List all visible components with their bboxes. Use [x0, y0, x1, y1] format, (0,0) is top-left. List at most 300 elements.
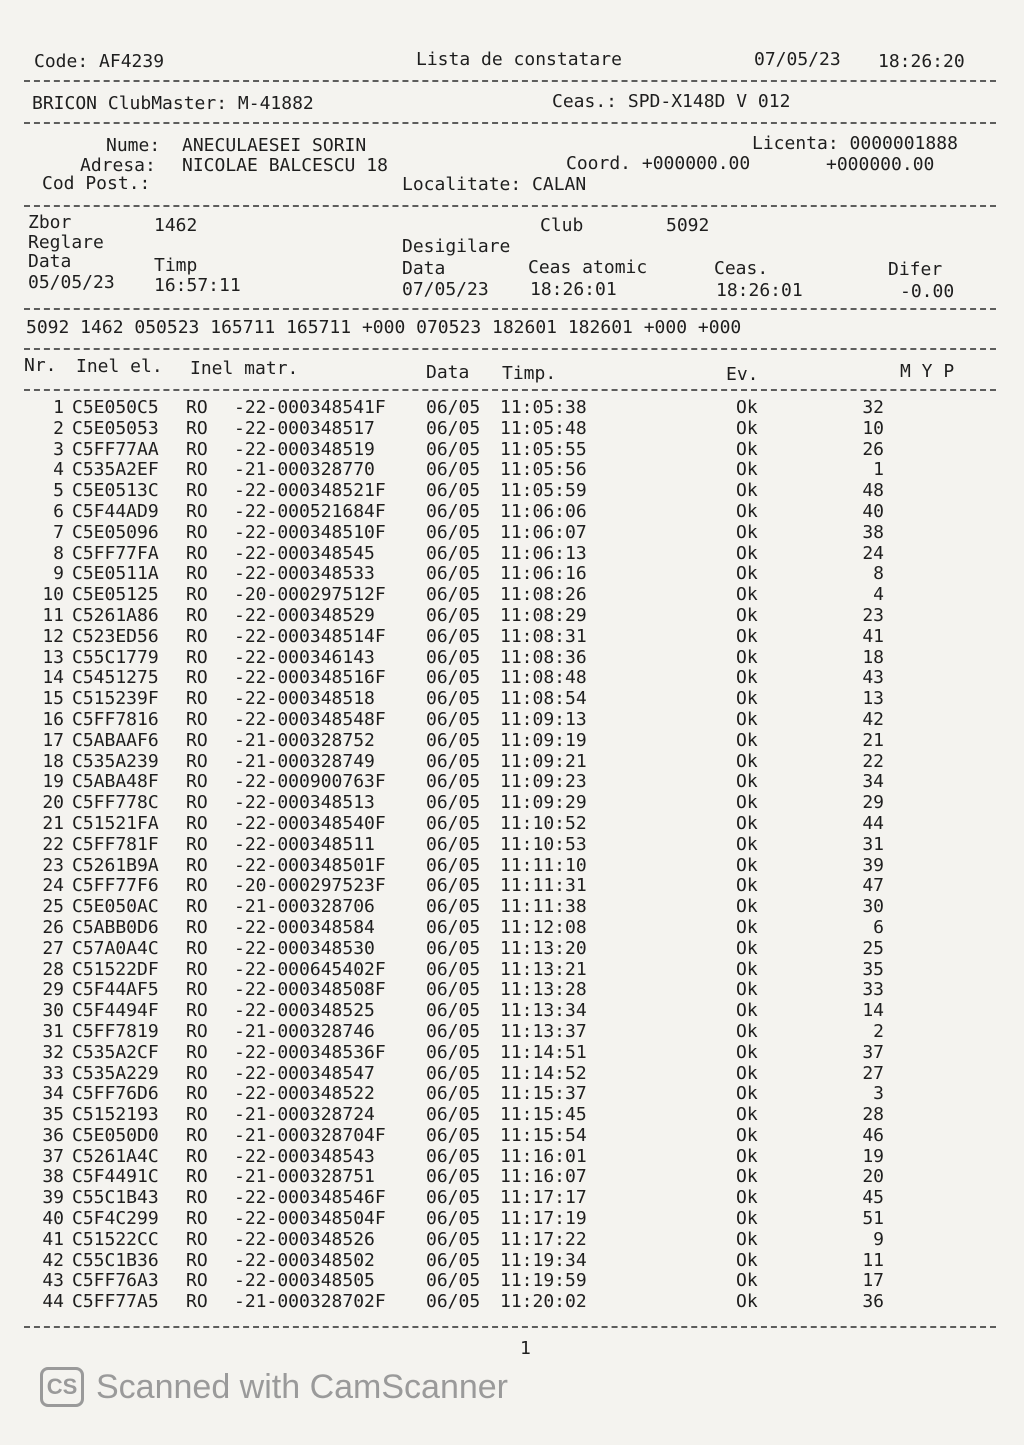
- country-code: RO: [186, 667, 208, 689]
- table-row: [24, 544, 984, 565]
- row-number: 17: [42, 729, 64, 751]
- event-status: Ok: [736, 1041, 758, 1063]
- time-difference: -0.00: [900, 281, 955, 302]
- ring-number: -22-000348546F: [234, 1187, 386, 1209]
- arrival-time: 11:13:37: [500, 1020, 587, 1042]
- rank-position: 17: [862, 1270, 884, 1292]
- arrival-date: 06/05: [426, 875, 481, 897]
- row-number: 12: [42, 625, 64, 647]
- arrival-time: 11:19:34: [500, 1249, 587, 1271]
- arrival-date: 06/05: [426, 729, 481, 751]
- flight-number: 1462: [154, 215, 198, 236]
- row-number: 10: [42, 584, 64, 606]
- table-row: [24, 440, 984, 461]
- event-status: Ok: [736, 480, 758, 502]
- col-timp: Timp.: [502, 363, 557, 384]
- ring-number: -20-000297512F: [234, 584, 386, 606]
- row-number: 39: [42, 1187, 64, 1209]
- event-status: Ok: [736, 979, 758, 1001]
- electronic-ring: C5FF778C: [72, 792, 159, 814]
- table-row: [24, 606, 984, 627]
- ring-number: -22-000348522: [234, 1083, 375, 1105]
- country-code: RO: [186, 438, 208, 460]
- clubmaster-id: BRICON ClubMaster: M-41882: [32, 93, 314, 114]
- arrival-time: 11:13:20: [500, 937, 587, 959]
- electronic-ring: C5E05125: [72, 584, 159, 606]
- electronic-ring: C5FF781F: [72, 833, 159, 855]
- owner-name: ANECULAESEI SORIN: [182, 135, 367, 156]
- table-row: [24, 627, 984, 648]
- rank-position: 46: [862, 1124, 884, 1146]
- arrival-time: 11:08:31: [500, 625, 587, 647]
- ring-number: -22-000348584: [234, 916, 375, 938]
- event-status: Ok: [736, 833, 758, 855]
- table-row: [24, 835, 984, 856]
- electronic-ring: C5E0511A: [72, 563, 159, 585]
- ring-number: -22-000348502: [234, 1249, 375, 1271]
- row-number: 25: [42, 896, 64, 918]
- rank-position: 19: [862, 1145, 884, 1167]
- desigilare-label: Desigilare: [402, 236, 511, 257]
- arrival-date: 06/05: [426, 584, 481, 606]
- row-number: 13: [42, 646, 64, 668]
- country-code: RO: [186, 812, 208, 834]
- arrival-time: 11:14:52: [500, 1062, 587, 1084]
- event-status: Ok: [736, 459, 758, 481]
- rank-position: 35: [862, 958, 884, 980]
- row-number: 1: [53, 397, 64, 418]
- row-number: 26: [42, 916, 64, 938]
- arrival-time: 11:13:34: [500, 1000, 587, 1022]
- arrival-time: 11:08:48: [500, 667, 587, 689]
- arrival-date: 06/05: [426, 771, 481, 793]
- row-number: 33: [42, 1062, 64, 1084]
- row-number: 23: [42, 854, 64, 876]
- arrival-date: 06/05: [426, 563, 481, 585]
- electronic-ring: C5E050AC: [72, 896, 159, 918]
- ring-number: -21-000328724: [234, 1104, 375, 1126]
- arrival-time: 11:09:23: [500, 771, 587, 793]
- row-number: 43: [42, 1270, 64, 1292]
- table-row: [24, 814, 984, 835]
- country-code: RO: [186, 937, 208, 959]
- table-row: [24, 481, 984, 502]
- desigilare-date: 07/05/23: [402, 279, 489, 300]
- event-status: Ok: [736, 667, 758, 689]
- electronic-ring: C5FF77FA: [72, 542, 159, 564]
- country-code: RO: [186, 708, 208, 730]
- locality: Localitate: CALAN: [402, 174, 587, 195]
- country-code: RO: [186, 480, 208, 502]
- ring-number: -22-000900763F: [234, 771, 386, 793]
- arrival-time: 11:05:56: [500, 459, 587, 481]
- event-status: Ok: [736, 625, 758, 647]
- electronic-ring: C535A2EF: [72, 459, 159, 481]
- country-code: RO: [186, 896, 208, 918]
- country-code: RO: [186, 1270, 208, 1292]
- row-number: 41: [42, 1228, 64, 1250]
- row-number: 2: [53, 417, 64, 439]
- camscanner-watermark: [40, 1365, 508, 1409]
- table-row: [24, 1126, 984, 1147]
- country-code: RO: [186, 1249, 208, 1271]
- electronic-ring: C5E05053: [72, 417, 159, 439]
- arrival-date: 06/05: [426, 667, 481, 689]
- arrival-date: 06/05: [426, 958, 481, 980]
- event-status: Ok: [736, 397, 758, 418]
- row-number: 28: [42, 958, 64, 980]
- country-code: RO: [186, 1228, 208, 1250]
- country-code: RO: [186, 625, 208, 647]
- event-status: Ok: [736, 1124, 758, 1146]
- arrival-time: 11:10:52: [500, 812, 587, 834]
- row-number: 40: [42, 1208, 64, 1230]
- electronic-ring: C535A229: [72, 1062, 159, 1084]
- rank-position: 24: [862, 542, 884, 564]
- rank-position: 31: [862, 833, 884, 855]
- rank-position: 3: [873, 1083, 884, 1105]
- coord-value: Coord. +000000.00: [566, 153, 751, 174]
- row-number: 11: [42, 604, 64, 626]
- ring-number: -22-000348516F: [234, 667, 386, 689]
- country-code: RO: [186, 1020, 208, 1042]
- table-row: [24, 1043, 984, 1064]
- ring-number: -22-000348541F: [234, 397, 386, 418]
- arrival-time: 11:06:13: [500, 542, 587, 564]
- event-status: Ok: [736, 417, 758, 439]
- table-row: [24, 1209, 984, 1230]
- electronic-ring: C523ED56: [72, 625, 159, 647]
- rank-position: 10: [862, 417, 884, 439]
- reg-timp-label: Timp: [154, 255, 198, 276]
- electronic-ring: C535A2CF: [72, 1041, 159, 1063]
- arrival-date: 06/05: [426, 979, 481, 1001]
- arrival-date: 06/05: [426, 1187, 481, 1209]
- country-code: RO: [186, 1083, 208, 1105]
- electronic-ring: C5ABA48F: [72, 771, 159, 793]
- electronic-ring: C5261A4C: [72, 1145, 159, 1167]
- arrival-date: 06/05: [426, 1249, 481, 1271]
- nume-label: Nume:: [106, 135, 161, 156]
- arrival-date: 06/05: [426, 542, 481, 564]
- page-number: 1: [520, 1338, 531, 1359]
- electronic-ring: C515239F: [72, 688, 159, 710]
- arrival-date: 06/05: [426, 1104, 481, 1126]
- arrival-date: 06/05: [426, 1291, 481, 1313]
- country-code: RO: [186, 688, 208, 710]
- arrival-time: 11:17:17: [500, 1187, 587, 1209]
- rank-position: 42: [862, 708, 884, 730]
- row-number: 15: [42, 688, 64, 710]
- rank-position: 30: [862, 896, 884, 918]
- arrival-date: 06/05: [426, 521, 481, 543]
- arrival-date: 06/05: [426, 833, 481, 855]
- rank-position: 32: [862, 397, 884, 418]
- electronic-ring: C5FF77F6: [72, 875, 159, 897]
- rank-position: 44: [862, 812, 884, 834]
- ring-number: -20-000297523F: [234, 875, 386, 897]
- row-number: 18: [42, 750, 64, 772]
- rank-position: 22: [862, 750, 884, 772]
- rank-position: 2: [873, 1020, 884, 1042]
- electronic-ring: C5E050C5: [72, 397, 159, 418]
- ring-number: -22-000348517: [234, 417, 375, 439]
- col-inel-matr: Inel matr.: [190, 358, 299, 379]
- club-number: 5092: [666, 215, 710, 236]
- electronic-ring: C5F44AD9: [72, 500, 159, 522]
- arrival-date: 06/05: [426, 625, 481, 647]
- arrival-date: 06/05: [426, 1228, 481, 1250]
- rank-position: 20: [862, 1166, 884, 1188]
- arrival-date: 06/05: [426, 1270, 481, 1292]
- electronic-ring: C55C1779: [72, 646, 159, 668]
- arrival-date: 06/05: [426, 459, 481, 481]
- country-code: RO: [186, 958, 208, 980]
- electronic-ring: C5E0513C: [72, 480, 159, 502]
- event-status: Ok: [736, 1187, 758, 1209]
- ring-number: -22-000348513: [234, 792, 375, 814]
- ring-number: -22-000348540F: [234, 812, 386, 834]
- license-number: Licenta: 0000001888: [752, 133, 958, 154]
- arrival-time: 11:17:22: [500, 1228, 587, 1250]
- arrival-time: 11:13:28: [500, 979, 587, 1001]
- rank-position: 26: [862, 438, 884, 460]
- event-status: Ok: [736, 521, 758, 543]
- table-row: [24, 1022, 984, 1043]
- row-number: 14: [42, 667, 64, 689]
- electronic-ring: C5FF7819: [72, 1020, 159, 1042]
- rank-position: 25: [862, 937, 884, 959]
- ring-number: -22-000348530: [234, 937, 375, 959]
- country-code: RO: [186, 417, 208, 439]
- rank-position: 38: [862, 521, 884, 543]
- event-status: Ok: [736, 563, 758, 585]
- ring-number: -21-000328749: [234, 750, 375, 772]
- divider: [24, 348, 996, 350]
- country-code: RO: [186, 563, 208, 585]
- country-code: RO: [186, 397, 208, 418]
- row-number: 20: [42, 792, 64, 814]
- rank-position: 13: [862, 688, 884, 710]
- arrival-time: 11:17:19: [500, 1208, 587, 1230]
- reg-data-label: Data: [28, 251, 72, 272]
- clock-label: Ceas.: [714, 258, 769, 279]
- desigilare-atomic-time: 18:26:01: [530, 279, 617, 300]
- table-row: [24, 502, 984, 523]
- event-status: Ok: [736, 1083, 758, 1105]
- country-code: RO: [186, 1208, 208, 1230]
- arrival-time: 11:11:10: [500, 854, 587, 876]
- rank-position: 41: [862, 625, 884, 647]
- event-status: Ok: [736, 750, 758, 772]
- country-code: RO: [186, 1124, 208, 1146]
- rank-position: 33: [862, 979, 884, 1001]
- country-code: RO: [186, 833, 208, 855]
- table-row: [24, 668, 984, 689]
- difer-label: Difer: [888, 259, 943, 280]
- desigilare-clock-time: 18:26:01: [716, 280, 803, 301]
- country-code: RO: [186, 1145, 208, 1167]
- ring-number: -21-000328752: [234, 729, 375, 751]
- table-row: [24, 460, 984, 481]
- electronic-ring: C5ABB0D6: [72, 916, 159, 938]
- rank-position: 8: [873, 563, 884, 585]
- ring-number: -22-000348543: [234, 1145, 375, 1167]
- cod-postal-label: Cod Post.:: [42, 173, 151, 194]
- table-row: [24, 793, 984, 814]
- row-number: 24: [42, 875, 64, 897]
- rank-position: 37: [862, 1041, 884, 1063]
- arrival-date: 06/05: [426, 792, 481, 814]
- table-row: [24, 1064, 984, 1085]
- watermark-text: Scanned with CamScanner: [96, 1367, 509, 1406]
- event-status: Ok: [736, 875, 758, 897]
- ring-number: -22-000348545: [234, 542, 375, 564]
- table-row: [24, 1084, 984, 1105]
- club-label: Club: [540, 215, 584, 236]
- arrival-time: 11:11:38: [500, 896, 587, 918]
- row-number: 29: [42, 979, 64, 1001]
- country-code: RO: [186, 854, 208, 876]
- event-status: Ok: [736, 1166, 758, 1188]
- event-status: Ok: [736, 896, 758, 918]
- arrival-date: 06/05: [426, 1145, 481, 1167]
- row-number: 6: [53, 500, 64, 522]
- arrival-date: 06/05: [426, 750, 481, 772]
- table-row: [24, 523, 984, 544]
- row-number: 38: [42, 1166, 64, 1188]
- ring-number: -22-000348529: [234, 604, 375, 626]
- arrival-time: 11:08:29: [500, 604, 587, 626]
- arrival-date: 06/05: [426, 688, 481, 710]
- country-code: RO: [186, 584, 208, 606]
- event-status: Ok: [736, 916, 758, 938]
- atomic-clock-label: Ceas atomic: [528, 257, 648, 278]
- row-number: 42: [42, 1249, 64, 1271]
- country-code: RO: [186, 542, 208, 564]
- row-number: 31: [42, 1020, 64, 1042]
- rank-position: 4: [873, 584, 884, 606]
- event-status: Ok: [736, 1104, 758, 1126]
- arrival-time: 11:05:38: [500, 397, 587, 418]
- ring-number: -22-000348508F: [234, 979, 386, 1001]
- arrival-date: 06/05: [426, 854, 481, 876]
- table-row: [24, 689, 984, 710]
- ring-number: -22-000348525: [234, 1000, 375, 1022]
- adresa-label: Adresa:: [80, 155, 156, 176]
- arrival-time: 11:11:31: [500, 875, 587, 897]
- table-row: [24, 876, 984, 897]
- table-row: [24, 856, 984, 877]
- code-label: Code: AF4239: [34, 51, 165, 72]
- rank-position: 23: [862, 604, 884, 626]
- arrival-time: 11:06:06: [500, 500, 587, 522]
- arrival-time: 11:08:36: [500, 646, 587, 668]
- electronic-ring: C5451275: [72, 667, 159, 689]
- event-status: Ok: [736, 1208, 758, 1230]
- table-row: [24, 752, 984, 773]
- ring-number: -21-000328706: [234, 896, 375, 918]
- table-row: [24, 1147, 984, 1168]
- electronic-ring: C5F4491C: [72, 1166, 159, 1188]
- arrival-date: 06/05: [426, 417, 481, 439]
- row-number: 5: [53, 480, 64, 502]
- electronic-ring: C55C1B36: [72, 1249, 159, 1271]
- ring-number: -21-000328770: [234, 459, 375, 481]
- row-number: 34: [42, 1083, 64, 1105]
- arrival-time: 11:05:55: [500, 438, 587, 460]
- event-status: Ok: [736, 604, 758, 626]
- electronic-ring: C5261B9A: [72, 854, 159, 876]
- ring-number: -22-000348548F: [234, 708, 386, 730]
- table-row: [24, 939, 984, 960]
- arrival-date: 06/05: [426, 1208, 481, 1230]
- rank-position: 43: [862, 667, 884, 689]
- electronic-ring: C5261A86: [72, 604, 159, 626]
- ring-number: -22-000348536F: [234, 1041, 386, 1063]
- country-code: RO: [186, 771, 208, 793]
- des-data-label: Data: [402, 258, 446, 279]
- country-code: RO: [186, 979, 208, 1001]
- ring-number: -22-000348521F: [234, 480, 386, 502]
- event-status: Ok: [736, 708, 758, 730]
- row-number: 7: [53, 521, 64, 543]
- electronic-ring: C55C1B43: [72, 1187, 159, 1209]
- country-code: RO: [186, 1062, 208, 1084]
- arrival-date: 06/05: [426, 1166, 481, 1188]
- arrival-date: 06/05: [426, 708, 481, 730]
- ring-number: -21-000328751: [234, 1166, 375, 1188]
- row-number: 3: [53, 438, 64, 460]
- arrival-date: 06/05: [426, 937, 481, 959]
- arrival-time: 11:12:08: [500, 916, 587, 938]
- arrival-time: 11:06:16: [500, 563, 587, 585]
- print-time: 18:26:20: [878, 51, 965, 72]
- arrival-time: 11:05:48: [500, 417, 587, 439]
- electronic-ring: C51522CC: [72, 1228, 159, 1250]
- table-row: [24, 897, 984, 918]
- event-status: Ok: [736, 1000, 758, 1022]
- ring-number: -22-000521684F: [234, 500, 386, 522]
- electronic-ring: C51522DF: [72, 958, 159, 980]
- table-row: [24, 1251, 984, 1272]
- row-number: 32: [42, 1041, 64, 1063]
- rank-position: 27: [862, 1062, 884, 1084]
- ring-number: -21-000328702F: [234, 1291, 386, 1313]
- arrival-date: 06/05: [426, 646, 481, 668]
- arrival-date: 06/05: [426, 438, 481, 460]
- ring-number: -22-000346143: [234, 646, 375, 668]
- ring-number: -22-000348504F: [234, 1208, 386, 1230]
- country-code: RO: [186, 1104, 208, 1126]
- divider: [24, 1326, 996, 1328]
- electronic-ring: C5F44AF5: [72, 979, 159, 1001]
- ring-number: -22-000645402F: [234, 958, 386, 980]
- arrival-date: 06/05: [426, 1062, 481, 1084]
- coord-value-2: +000000.00: [826, 154, 935, 175]
- rank-position: 51: [862, 1208, 884, 1230]
- row-number: 37: [42, 1145, 64, 1167]
- electronic-ring: C57A0A4C: [72, 937, 159, 959]
- arrival-time: 11:08:54: [500, 688, 587, 710]
- row-number: 8: [53, 542, 64, 564]
- rank-position: 39: [862, 854, 884, 876]
- event-status: Ok: [736, 584, 758, 606]
- electronic-ring: C5152193: [72, 1104, 159, 1126]
- arrival-time: 11:09:19: [500, 729, 587, 751]
- ring-number: -21-000328704F: [234, 1124, 386, 1146]
- event-status: Ok: [736, 688, 758, 710]
